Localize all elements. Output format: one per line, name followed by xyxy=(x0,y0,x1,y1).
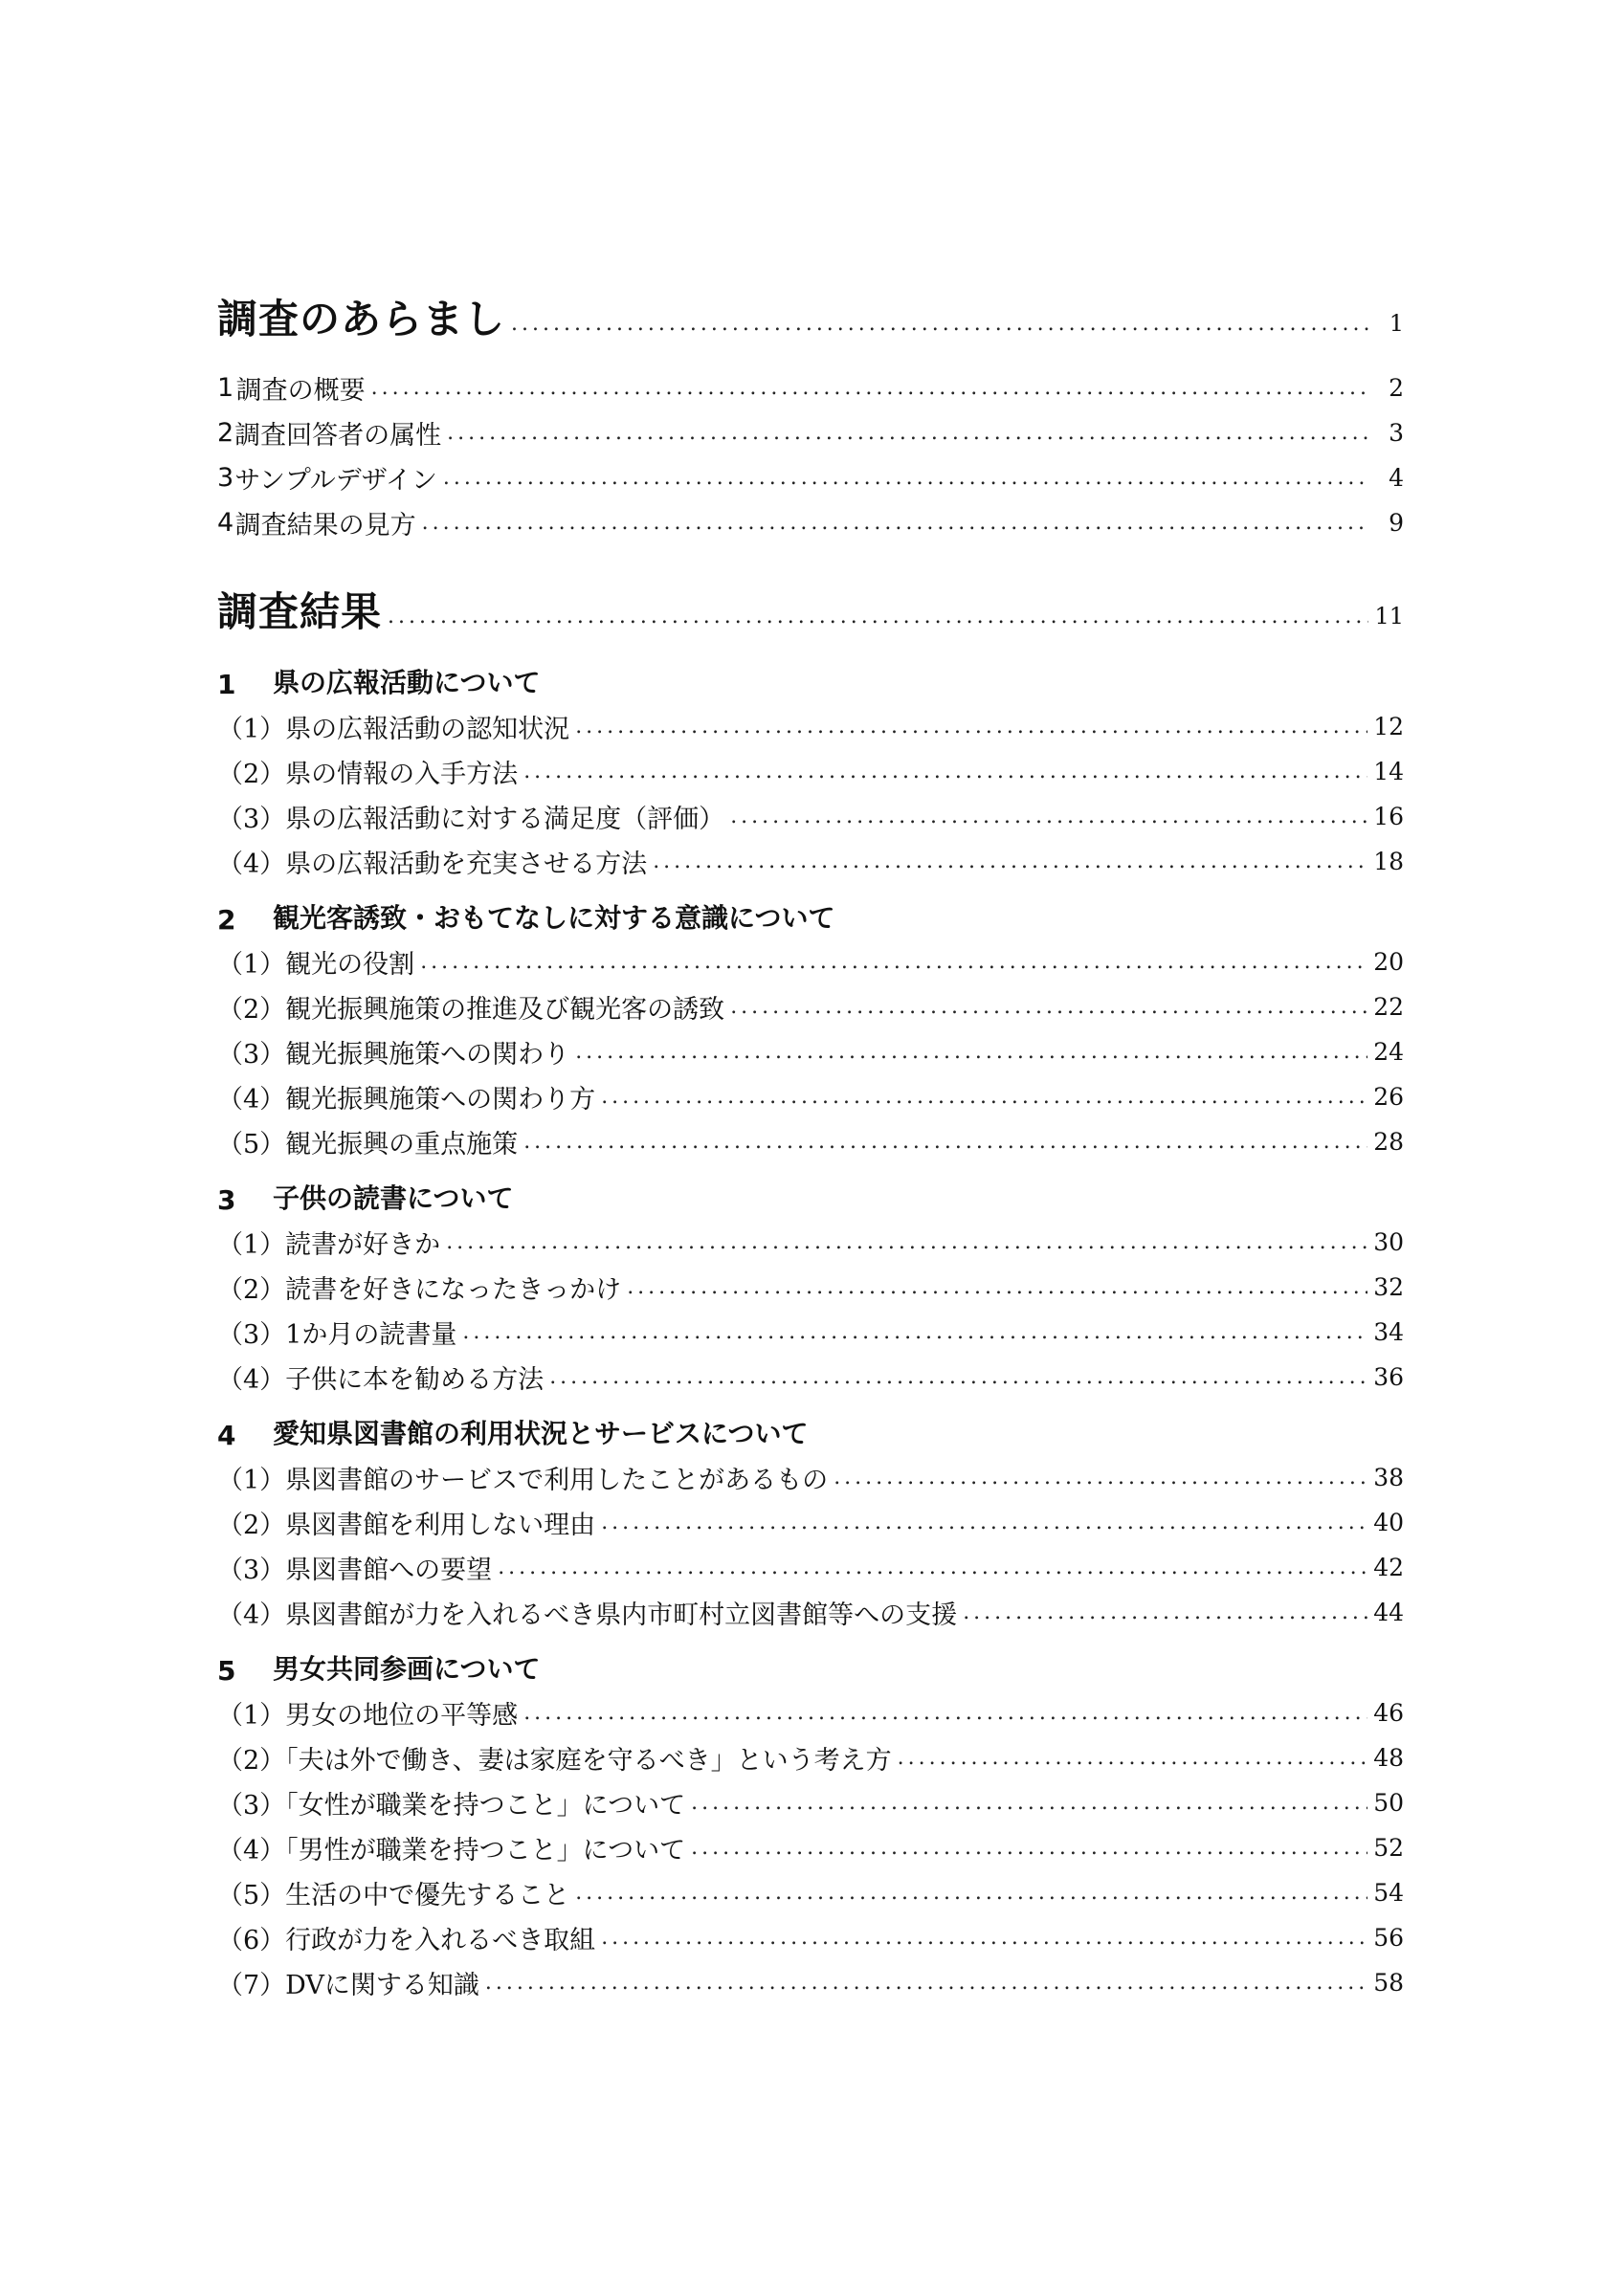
dot-leader xyxy=(575,1881,1367,1905)
page-number: 34 xyxy=(1373,1318,1404,1346)
dot-leader xyxy=(653,850,1367,873)
entry-label: （2）県の情報の入手方法 xyxy=(217,760,519,789)
page-number: 3 xyxy=(1389,419,1404,447)
toc-entry[interactable] xyxy=(217,1074,1404,1119)
page-number: 20 xyxy=(1373,948,1404,976)
entry-label: （1）県図書館のサービスで利用したことがあるもの xyxy=(217,1466,829,1495)
entry-label: （2）「夫は外で働き、妻は家庭を守るべき」という考え方 xyxy=(217,1746,892,1776)
toc-entry[interactable] xyxy=(217,1870,1404,1915)
page-number: 52 xyxy=(1373,1834,1404,1862)
toc-entry[interactable] xyxy=(217,1220,1404,1265)
page-number: 2 xyxy=(1389,374,1404,402)
toc-entry[interactable] xyxy=(217,939,1404,984)
page-number: 36 xyxy=(1373,1363,1404,1391)
item-label: 調査の概要 xyxy=(235,376,366,406)
page-number: 11 xyxy=(1374,603,1404,629)
page-number: 44 xyxy=(1373,1599,1404,1626)
entry-label: （4）観光振興施策への関わり方 xyxy=(217,1085,596,1115)
item-label: サンプルデザイン xyxy=(234,466,437,496)
entry-label: （6）行政が力を入れるべき取組 xyxy=(217,1926,596,1955)
toc-entry[interactable] xyxy=(217,794,1404,839)
item-number: 3 xyxy=(217,463,234,493)
entry-label: （3）観光振興施策への関わり xyxy=(217,1040,570,1070)
dot-leader xyxy=(447,421,1369,445)
dot-leader xyxy=(446,1230,1367,1254)
dot-leader xyxy=(388,605,1368,629)
entry-label: （5）観光振興の重点施策 xyxy=(217,1130,519,1159)
page-number: 38 xyxy=(1373,1464,1404,1491)
dot-leader xyxy=(523,1701,1367,1725)
entry-label: （2）観光振興施策の推進及び観光客の誘致 xyxy=(217,995,725,1025)
page-number: 58 xyxy=(1373,1969,1404,1997)
toc-entry[interactable] xyxy=(217,1915,1404,1960)
page-number: 26 xyxy=(1373,1083,1404,1111)
toc-item[interactable] xyxy=(217,365,1404,410)
page-number: 30 xyxy=(1373,1228,1404,1256)
dot-leader xyxy=(898,1746,1368,1770)
dot-leader xyxy=(549,1365,1367,1389)
entry-label: （4）「男性が職業を持つこと」について xyxy=(217,1836,686,1866)
toc-entry[interactable] xyxy=(217,1029,1404,1074)
chapter-title: 男女共同参画について xyxy=(273,1653,541,1685)
entry-label: （3）県の広報活動に対する満足度（評価） xyxy=(217,805,725,834)
chapter-title: 愛知県図書館の利用状況とサービスについて xyxy=(273,1418,809,1449)
toc-item[interactable] xyxy=(217,410,1404,455)
entry-label: （3）「女性が職業を持つこと」について xyxy=(217,1791,686,1821)
toc-item[interactable] xyxy=(217,455,1404,500)
page-number: 40 xyxy=(1373,1509,1404,1536)
chapter-heading[interactable] xyxy=(217,1400,1404,1455)
dot-leader xyxy=(963,1601,1367,1624)
dot-leader xyxy=(730,995,1367,1019)
dot-leader xyxy=(371,376,1369,400)
dot-leader xyxy=(523,760,1367,784)
dot-leader xyxy=(601,1511,1367,1534)
toc-section-overview[interactable] xyxy=(217,277,1404,356)
table-of-contents xyxy=(217,277,1404,2005)
page-number: 14 xyxy=(1373,758,1404,785)
toc-entry[interactable] xyxy=(217,1500,1404,1545)
item-label: 調査回答者の属性 xyxy=(234,421,442,451)
toc-entry[interactable] xyxy=(217,1119,1404,1164)
toc-entry[interactable] xyxy=(217,1310,1404,1355)
entry-label: （7）DVに関する知識 xyxy=(217,1971,479,2000)
page-number: 24 xyxy=(1373,1038,1404,1066)
toc-entry[interactable] xyxy=(217,1455,1404,1500)
entry-label: （1）男女の地位の平等感 xyxy=(217,1701,519,1731)
dot-leader xyxy=(601,1085,1367,1109)
toc-entry[interactable] xyxy=(217,704,1404,749)
page-number: 46 xyxy=(1373,1699,1404,1727)
dot-leader xyxy=(834,1466,1367,1490)
entry-label: （2）読書を好きになったきっかけ xyxy=(217,1275,622,1305)
entry-label: （1）観光の役割 xyxy=(217,950,415,980)
chapter-title: 県の広報活動について xyxy=(273,667,541,698)
chapter-number: 5 xyxy=(217,1655,236,1687)
page-number: 54 xyxy=(1373,1879,1404,1907)
toc-entry[interactable] xyxy=(217,1355,1404,1400)
dot-leader xyxy=(511,312,1369,336)
chapter-heading[interactable] xyxy=(217,884,1404,939)
toc-entry[interactable] xyxy=(217,749,1404,794)
chapter-number: 1 xyxy=(217,669,236,700)
toc-entry[interactable] xyxy=(217,1735,1404,1780)
dot-leader xyxy=(691,1836,1367,1860)
entry-label: （4）子供に本を勧める方法 xyxy=(217,1365,545,1395)
dot-leader xyxy=(601,1926,1367,1950)
page-number: 1 xyxy=(1389,310,1404,337)
item-label: 調査結果の見方 xyxy=(234,511,416,541)
entry-label: （4）県図書館が力を入れるべき県内市町村立図書館等への支援 xyxy=(217,1601,958,1630)
toc-section-results[interactable] xyxy=(217,570,1404,649)
page-number: 42 xyxy=(1373,1554,1404,1581)
section-title: 調査のあらまし xyxy=(217,296,506,342)
chapter-title: 子供の読書について xyxy=(273,1182,514,1214)
toc-entry[interactable] xyxy=(217,984,1404,1029)
dot-leader xyxy=(422,511,1369,535)
dot-leader xyxy=(730,805,1367,828)
dot-leader xyxy=(420,950,1367,974)
toc-entry[interactable] xyxy=(217,1545,1404,1590)
dot-leader xyxy=(498,1556,1367,1579)
chapter-heading[interactable] xyxy=(217,1164,1404,1220)
toc-entry[interactable] xyxy=(217,1780,1404,1825)
entry-label: （1）県の広報活動の認知状況 xyxy=(217,715,570,744)
item-number: 1 xyxy=(217,373,234,403)
page-number: 12 xyxy=(1373,713,1404,740)
dot-leader xyxy=(462,1320,1367,1344)
page-number: 18 xyxy=(1373,848,1404,875)
chapter-number: 2 xyxy=(217,904,236,936)
page-number: 4 xyxy=(1389,464,1404,492)
toc-entry[interactable] xyxy=(217,1960,1404,2005)
page-number: 32 xyxy=(1373,1273,1404,1301)
item-number: 2 xyxy=(217,418,234,448)
entry-label: （3）1か月の読書量 xyxy=(217,1320,457,1350)
toc-entry[interactable] xyxy=(217,1265,1404,1310)
page-number: 9 xyxy=(1389,509,1404,537)
page-number: 50 xyxy=(1373,1789,1404,1817)
dot-leader xyxy=(575,715,1367,739)
page-number: 16 xyxy=(1373,803,1404,830)
chapter-title: 観光客誘致・おもてなしに対する意識について xyxy=(273,902,835,934)
dot-leader xyxy=(523,1130,1367,1154)
toc-entry[interactable] xyxy=(217,1690,1404,1735)
dot-leader xyxy=(443,466,1369,490)
entry-label: （3）県図書館への要望 xyxy=(217,1556,493,1585)
toc-entry[interactable] xyxy=(217,1590,1404,1635)
toc-entry[interactable] xyxy=(217,1825,1404,1870)
page-number: 22 xyxy=(1373,993,1404,1021)
dot-leader xyxy=(691,1791,1367,1815)
item-number: 4 xyxy=(217,508,234,538)
page-number: 28 xyxy=(1373,1128,1404,1156)
page-number: 56 xyxy=(1373,1924,1404,1952)
page-number: 48 xyxy=(1373,1744,1404,1772)
section-title: 調査結果 xyxy=(217,588,383,635)
entry-label: （5）生活の中で優先すること xyxy=(217,1881,570,1910)
toc-entry[interactable] xyxy=(217,839,1404,884)
toc-item[interactable] xyxy=(217,500,1404,545)
chapter-number: 4 xyxy=(217,1420,236,1451)
dot-leader xyxy=(627,1275,1367,1299)
chapter-heading[interactable] xyxy=(217,649,1404,704)
dot-leader xyxy=(575,1040,1367,1064)
dot-leader xyxy=(485,1971,1367,1995)
entry-label: （4）県の広報活動を充実させる方法 xyxy=(217,850,648,879)
entry-label: （1）読書が好きか xyxy=(217,1230,441,1260)
chapter-number: 3 xyxy=(217,1184,236,1216)
chapter-heading[interactable] xyxy=(217,1635,1404,1690)
entry-label: （2）県図書館を利用しない理由 xyxy=(217,1511,596,1540)
